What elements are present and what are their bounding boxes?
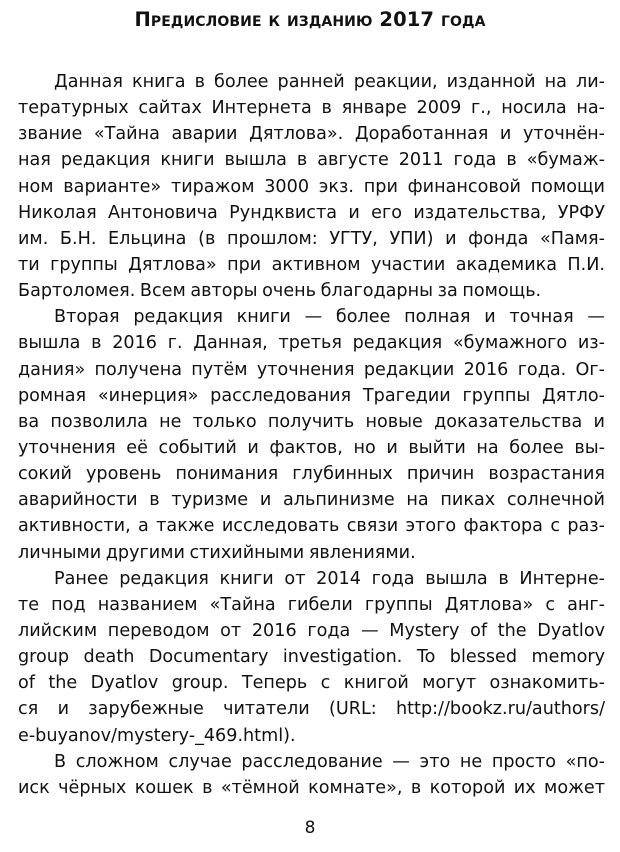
text-line: Николая Антоновича Рундквиста и его издательства, УРФУ [18, 202, 605, 223]
text-line: ти группы Дятлова» при активном участии академика П.И. [18, 254, 605, 275]
text-line: вышла в 2016 г. Данная, третья редакция «бумажного из- [18, 333, 605, 354]
text-line: сокий уровень понимания глубинных причин возрастания [18, 464, 605, 485]
text-line: ромная «инерция» расследования Трагедии группы Дятло- [18, 385, 605, 406]
text-line: Бартоломея. Всем авторы очень благодарны за помощь. [18, 281, 542, 302]
text-line: звание «Тайна аварии Дятлова». Доработанная и уточнён- [18, 124, 605, 145]
text-line: тературных сайтах Интернета в январе 2009 г., носила на- [18, 98, 605, 119]
text-line: им. Б.Н. Ельцина (в прошлом: УГТУ, УПИ) и фонда «Памя- [18, 228, 605, 249]
text-line: ном варианте» тиражом 3000 экз. при финансовой помощи [18, 176, 605, 197]
text-line: В сложном случае расследование — это не просто «по- [54, 751, 605, 772]
text-line: те под названием «Тайна гибели группы Дятлова» с анг- [18, 594, 605, 615]
text-line: ная редакция книги вышла в августе 2011 года в «бумаж- [18, 150, 605, 171]
text-line: ва позволила не только получить новые доказательства и [18, 411, 605, 432]
text-line: e-buyanov/mystery-_469.html). [18, 725, 296, 746]
text-line: Ранее редакция книги от 2014 года вышла в Интерне- [54, 568, 605, 589]
text-line: group death Documentary investigation. To blessed memory [18, 647, 605, 668]
text-line: Данная книга в более ранней реакции, изданной на ли- [54, 72, 605, 92]
body-text [18, 69, 605, 801]
text-line: ся и зарубежные читатели (URL: http://bookz.ru/authors/ [18, 699, 605, 720]
text-line: аварийности в туризме и альпинизме на пиках солнечной [18, 490, 605, 511]
page-number: 8 [304, 818, 316, 838]
page-title [0, 8, 620, 31]
text-line: активности, а также исследовать связи этого фактора с раз- [18, 516, 605, 537]
text-line: лийским переводом от 2016 года — Mystery of the Dyatlov [18, 620, 605, 641]
text-line: of the Dyatlov group. Теперь с книгой могут ознакомить- [18, 673, 605, 694]
text-line: Вторая редакция книги — более полная и точная — [54, 307, 605, 328]
title-year: 2017 [379, 8, 435, 31]
text-line: личными другими стихийными явлениями. [18, 542, 416, 563]
text-line: иск чёрных кошек в «тёмной комнате», в которой их может [18, 777, 605, 798]
title-text: Предисловие к изданию [134, 8, 373, 31]
text-line: уточнения её событий и фактов, но и выйти на более вы- [18, 437, 605, 458]
text-line: дания» получена путём уточнения редакции 2016 года. Ог- [18, 359, 605, 380]
title-word: года [440, 8, 486, 31]
